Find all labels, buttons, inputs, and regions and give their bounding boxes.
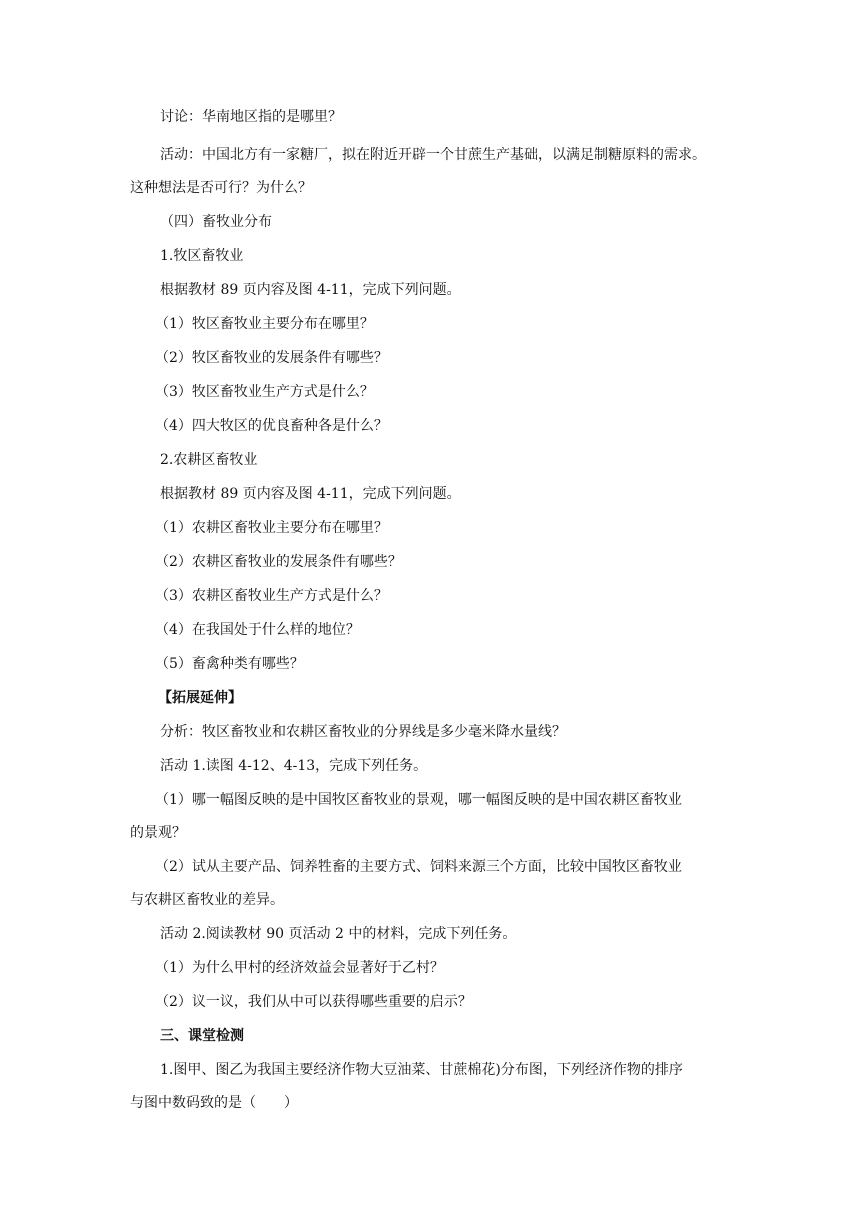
analysis-boundary-line: 分析：牧区畜牧业和农耕区畜牧业的分界线是多少毫米降水量线？ bbox=[160, 724, 566, 740]
instruction-farming: 根据教材 89 页内容及图 4-11，完成下列问题。 bbox=[160, 486, 461, 502]
subheading-farming-husbandry: 2.农耕区畜牧业 bbox=[160, 452, 258, 468]
question-farming-1: （1）农耕区畜牧业主要分布在哪里？ bbox=[155, 520, 388, 536]
question-farming-4: （4）在我国处于什么样的地位？ bbox=[155, 622, 360, 638]
question-farming-2: （2）农耕区畜牧业的发展条件有哪些？ bbox=[155, 554, 402, 570]
section-heading-classroom-test: 三、课堂检测 bbox=[160, 1028, 244, 1044]
subheading-pastoral-husbandry: 1.牧区畜牧业 bbox=[160, 248, 244, 264]
activity-sugar-factory-line2: 这种想法是否可行？为什么？ bbox=[130, 180, 312, 196]
question-pastoral-1: （1）牧区畜牧业主要分布在哪里？ bbox=[155, 316, 374, 332]
extension-heading: 【拓展延伸】 bbox=[158, 690, 242, 706]
activity-2-task-2: （2）议一议，我们从中可以获得哪些重要的启示？ bbox=[155, 994, 472, 1010]
question-farming-5: （5）畜禽种类有哪些？ bbox=[155, 656, 304, 672]
activity-2-task-1: （1）为什么甲村的经济效益会显著好于乙村？ bbox=[155, 960, 444, 976]
test-question-1-line1: 1.图甲、图乙为我国主要经济作物大豆油菜、甘蔗棉花)分布图，下列经济作物的排序 bbox=[160, 1062, 683, 1078]
test-question-1-line2: 与图中数码致的是（ ） bbox=[130, 1095, 298, 1111]
question-pastoral-4: （4）四大牧区的优良畜种各是什么？ bbox=[155, 418, 388, 434]
instruction-pastoral: 根据教材 89 页内容及图 4-11，完成下列问题。 bbox=[160, 282, 461, 298]
section-heading-animal-husbandry: （四）畜牧业分布 bbox=[160, 214, 272, 230]
activity-1-task-1-line1: （1）哪一幅图反映的是中国牧区畜牧业的景观，哪一幅图反映的是中国农耕区畜牧业 bbox=[155, 792, 682, 808]
activity-1-task-2-line1: （2）试从主要产品、饲养牲畜的主要方式、饲料来源三个方面，比较中国牧区畜牧业 bbox=[155, 859, 682, 875]
activity-1-instruction: 活动 1.读图 4-12、4-13，完成下列任务。 bbox=[160, 758, 428, 774]
discussion-south-china: 讨论：华南地区指的是哪里？ bbox=[160, 109, 342, 125]
activity-sugar-factory-line1: 活动：中国北方有一家糖厂，拟在附近开辟一个甘蔗生产基础，以满足制糖原料的需求。 bbox=[160, 147, 706, 163]
activity-1-task-1-line2: 的景观？ bbox=[130, 825, 186, 841]
question-farming-3: （3）农耕区畜牧业生产方式是什么？ bbox=[155, 588, 388, 604]
question-pastoral-3: （3）牧区畜牧业生产方式是什么？ bbox=[155, 384, 374, 400]
activity-2-instruction: 活动 2.阅读教材 90 页活动 2 中的材料，完成下列任务。 bbox=[160, 926, 517, 942]
activity-1-task-2-line2: 与农耕区畜牧业的差异。 bbox=[130, 892, 284, 908]
question-pastoral-2: （2）牧区畜牧业的发展条件有哪些？ bbox=[155, 350, 388, 366]
